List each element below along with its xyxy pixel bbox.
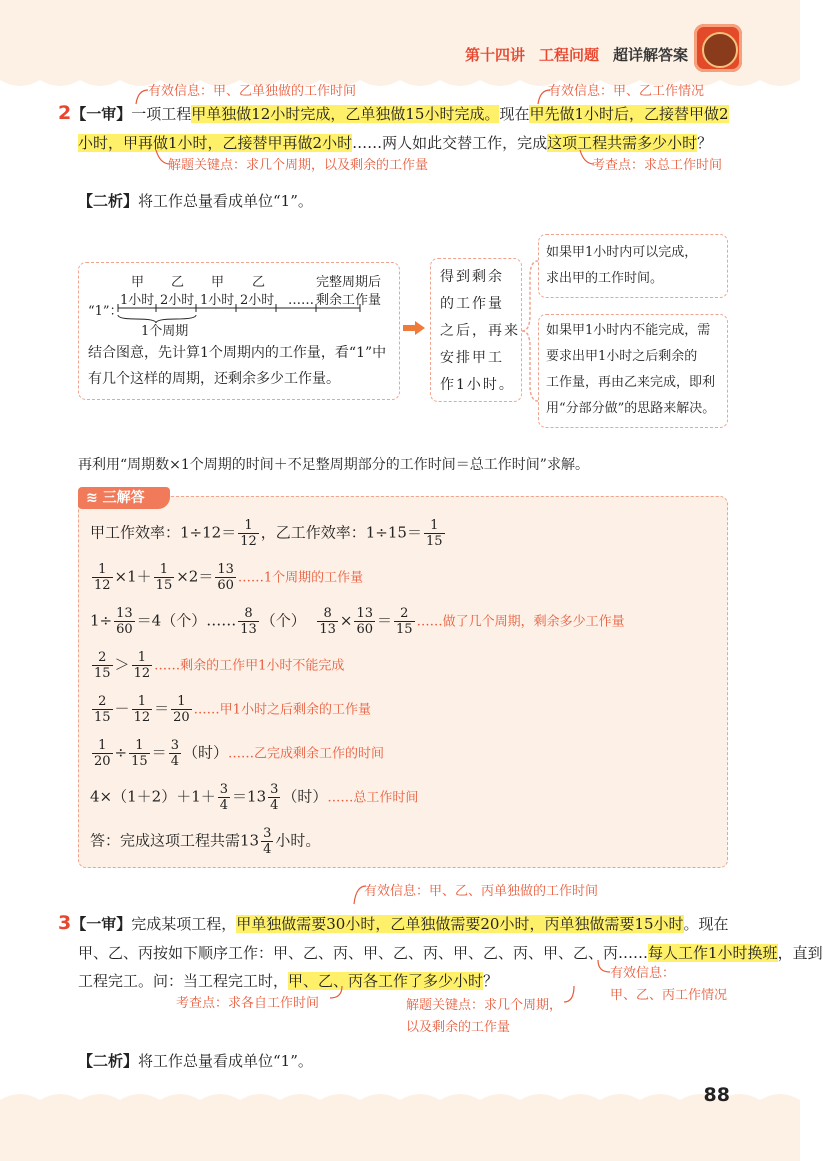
right-box-2-text xyxy=(546,318,715,422)
fraction: $\frac{1}{12}$ xyxy=(133,650,151,681)
eq-text: 4×（1＋2）＋1＋ xyxy=(90,787,216,806)
footer-band xyxy=(0,1100,800,1161)
diagram-dots: …… xyxy=(288,293,314,308)
q3-annotation-point: 考查点：求各自工作时间 xyxy=(176,996,320,1011)
fraction: $\frac{1}{15}$ xyxy=(155,562,173,593)
q3-text: ，直到 xyxy=(777,944,823,962)
step-note: ……甲1小时之后剩余的工作量 xyxy=(193,702,371,718)
step-note: ……做了几个周期，剩余多少工作量 xyxy=(416,614,625,630)
fraction: $\frac{3}{4}$ xyxy=(270,782,279,813)
diagram-unit: “1”： xyxy=(88,304,123,319)
solution-step-1 xyxy=(90,518,447,549)
q3-highlight: 每人工作1小时换班 xyxy=(648,944,778,962)
fraction: $\frac{1}{12}$ xyxy=(240,518,257,549)
right-box-line: 用“分部分做”的思路来解决。 xyxy=(546,401,716,416)
fraction: $\frac{2}{15}$ xyxy=(396,606,413,637)
q3-line1 xyxy=(58,908,729,939)
diagram-end-label: 完整周期后 xyxy=(316,275,382,290)
fraction: $\frac{1}{20}$ xyxy=(173,694,190,725)
diagram-time: 1小时 xyxy=(120,293,155,308)
middle-box-text xyxy=(440,264,520,399)
analysis-tag: 【二析】 xyxy=(78,192,139,210)
eq-text: ＝13 xyxy=(232,787,267,806)
q2-text: ？ xyxy=(697,134,713,152)
diagram-person: 乙 xyxy=(171,275,185,290)
q2-text: ……两人如此交替工作，完成 xyxy=(352,134,548,152)
diagram-text2: 有几个这样的周期，还剩余多少工作量。 xyxy=(88,371,340,387)
review-tag: 【一审】 xyxy=(71,105,132,123)
right-box-line: 如果甲1小时内可以完成， xyxy=(546,245,698,260)
annotation-arrow-icon xyxy=(328,984,346,1002)
middle-box-line: 之后，再来 xyxy=(440,323,520,339)
middle-box-line: 安排甲工 xyxy=(440,350,504,366)
solution-step-4 xyxy=(90,650,344,681)
eq-text: ＝4（个）…… xyxy=(136,611,237,630)
middle-box-line: 得到剩余 xyxy=(440,269,504,285)
q3-text: 。现在 xyxy=(683,915,729,933)
page-number: 88 xyxy=(703,1084,730,1106)
q3-annotation-info2b: 甲、乙、丙工作情况 xyxy=(610,988,728,1003)
right-box-line: 如果甲1小时内不能完成，需 xyxy=(546,323,711,338)
q2-annotation-info1: 有效信息：甲、乙单独做的工作时间 xyxy=(148,84,357,99)
diagram-time: 1小时 xyxy=(200,293,235,308)
q3-text: ？ xyxy=(483,972,499,990)
q2-text: 现在 xyxy=(499,105,530,123)
eq-text: ÷ xyxy=(114,743,128,762)
eq-text: － xyxy=(114,699,130,718)
fraction: $\frac{3}{4}$ xyxy=(263,826,272,857)
solution-title-text: 三解答 xyxy=(102,490,145,506)
fraction: $\frac{2}{15}$ xyxy=(94,694,111,725)
middle-box-line: 的工作量 xyxy=(440,296,504,312)
page-header xyxy=(465,44,688,65)
fraction: $\frac{1}{15}$ xyxy=(425,518,443,549)
diagram-period-label: 1个周期 xyxy=(141,324,189,339)
fraction: $\frac{1}{12}$ xyxy=(133,694,151,725)
fraction: $\frac{8}{13}$ xyxy=(240,606,257,637)
eq-text: （时） xyxy=(182,743,228,762)
q3-annotation-key: 解题关键点：求几个周期， xyxy=(406,998,563,1013)
step-note: ……乙完成剩余工作的时间 xyxy=(227,746,384,762)
solution-title xyxy=(78,487,170,509)
fraction: $\frac{1}{12}$ xyxy=(94,562,111,593)
eq-text: 答：完成这项工程共需13 xyxy=(90,831,260,850)
analysis-text: 将工作总量看成单位“1”。 xyxy=(138,1052,313,1070)
logo-badge-icon xyxy=(694,24,742,72)
step-note: ……剩余的工作甲1小时不能完成 xyxy=(154,658,345,674)
diagram-time: 2小时 xyxy=(240,293,275,308)
diagram-person: 甲 xyxy=(131,275,145,290)
question-number: 2 xyxy=(58,102,72,124)
q2-annotation-info2: 有效信息：甲、乙工作情况 xyxy=(548,84,705,99)
q3-text: 完成某项工程， xyxy=(131,915,237,933)
right-arrow-icon xyxy=(403,321,425,335)
lecture-topic: 工程问题 xyxy=(538,46,599,64)
q2-text: 一项工程 xyxy=(131,105,192,123)
right-box-line: 工作量，再由乙来完成，即利 xyxy=(546,375,716,390)
wave-icon: ≋ xyxy=(86,490,103,506)
q3-annotation-key-2: 以及剩余的工作量 xyxy=(406,1020,511,1035)
analysis-text: 将工作总量看成单位“1”。 xyxy=(138,192,313,210)
q3-highlight: 甲、乙、丙各工作了多少小时 xyxy=(288,972,484,990)
solution-step-7 xyxy=(90,782,418,813)
fraction: $\frac{13}{60}$ xyxy=(217,562,234,593)
solution-step-2 xyxy=(90,562,363,593)
fraction: $\frac{1}{15}$ xyxy=(131,738,148,769)
middle-box-line: 作1小时。 xyxy=(440,377,515,393)
step-note: ……总工作时间 xyxy=(327,790,419,806)
eq-text: ＝ xyxy=(377,611,393,630)
question-number: 3 xyxy=(58,912,72,934)
q3-text: 工程完工。问：当工程完工时， xyxy=(78,972,289,990)
solution-step-6 xyxy=(90,738,384,769)
fraction: $\frac{13}{60}$ xyxy=(116,606,133,637)
solution-answer xyxy=(90,826,320,857)
q3-line2 xyxy=(78,938,823,968)
solution-step-3 xyxy=(90,606,625,637)
q2-line1 xyxy=(58,98,729,129)
q3-annotation-info1: 有效信息：甲、乙、丙单独做的工作时间 xyxy=(364,884,599,899)
q2-highlight: 这项工程共需多少小时 xyxy=(547,134,698,152)
right-box-line: 要求出甲1小时之后剩余的 xyxy=(546,349,698,364)
q3-highlight: 甲单独做需要30小时，乙单独做需要20小时，丙单独做需要15小时 xyxy=(236,915,684,933)
eq-text: ×1＋ xyxy=(114,567,152,586)
diagram-text1: 结合图意，先计算1个周期内的工作量，看“1”中 xyxy=(88,345,387,361)
eq-text: × xyxy=(339,611,353,630)
right-box-1-text xyxy=(546,240,697,292)
annotation-arrow-icon xyxy=(592,958,612,978)
q3-annotation-info2: 有效信息： xyxy=(610,966,676,981)
eq-text: 1÷ xyxy=(90,611,113,630)
diagram-person: 甲 xyxy=(211,275,225,290)
diagram-end-label: 剩余工作量 xyxy=(316,293,382,308)
eq-text: ×2＝ xyxy=(176,567,214,586)
q2-highlight: 甲先做1小时后，乙接替甲做2 xyxy=(529,105,729,123)
fraction: $\frac{3}{4}$ xyxy=(170,738,179,769)
fraction: $\frac{3}{4}$ xyxy=(219,782,229,813)
q2-highlight: 甲单独做12小时完成，乙单独做15小时完成。 xyxy=(191,105,500,123)
eq-text: 小时。 xyxy=(275,831,321,850)
annotation-arrow-icon xyxy=(562,984,580,1006)
eq-text: 甲工作效率：1÷12＝ xyxy=(90,523,237,542)
q3-analysis xyxy=(78,1046,313,1076)
step-note: ……1个周期的工作量 xyxy=(237,570,364,586)
review-tag: 【一审】 xyxy=(71,915,132,933)
q2-annotation-key: 解题关键点：求几个周期，以及剩余的工作量 xyxy=(168,158,429,173)
fraction: $\frac{1}{20}$ xyxy=(94,738,111,769)
q2-annotation-point: 考查点：求总工作时间 xyxy=(592,158,723,173)
q3-text: 甲、乙、丙按如下顺序工作：甲、乙、丙、甲、乙、丙、甲、乙、丙、甲、乙、丙…… xyxy=(78,944,649,962)
header-band xyxy=(0,0,800,78)
diagram-person: 乙 xyxy=(252,275,266,290)
eq-text: （时） xyxy=(282,787,328,806)
diagram-time: 2小时 xyxy=(160,293,195,308)
lecture-number: 第十四讲 xyxy=(464,46,525,64)
right-box-line: 求出甲的工作时间。 xyxy=(546,271,664,286)
header-subtitle: 超详解答案 xyxy=(612,46,688,64)
eq-text: （个） xyxy=(260,611,306,630)
analysis-tag: 【二析】 xyxy=(78,1052,139,1070)
eq-text: ＝ xyxy=(154,699,170,718)
fraction: $\frac{8}{13}$ xyxy=(319,606,336,637)
eq-text: ＞ xyxy=(114,655,130,674)
fraction: $\frac{13}{60}$ xyxy=(356,606,373,637)
eq-text: ，乙工作效率：1÷15＝ xyxy=(260,523,422,542)
formula-text: 再利用“周期数×1个周期的时间＋不足整周期部分的工作时间＝总工作时间”求解。 xyxy=(78,457,589,473)
fraction: $\frac{2}{15}$ xyxy=(94,650,111,681)
q2-analysis xyxy=(78,186,313,216)
solution-step-5 xyxy=(90,694,371,725)
eq-text: ＝ xyxy=(151,743,167,762)
q2-highlight: 小时，甲再做1小时，乙接替甲再做2小时 xyxy=(78,134,353,152)
